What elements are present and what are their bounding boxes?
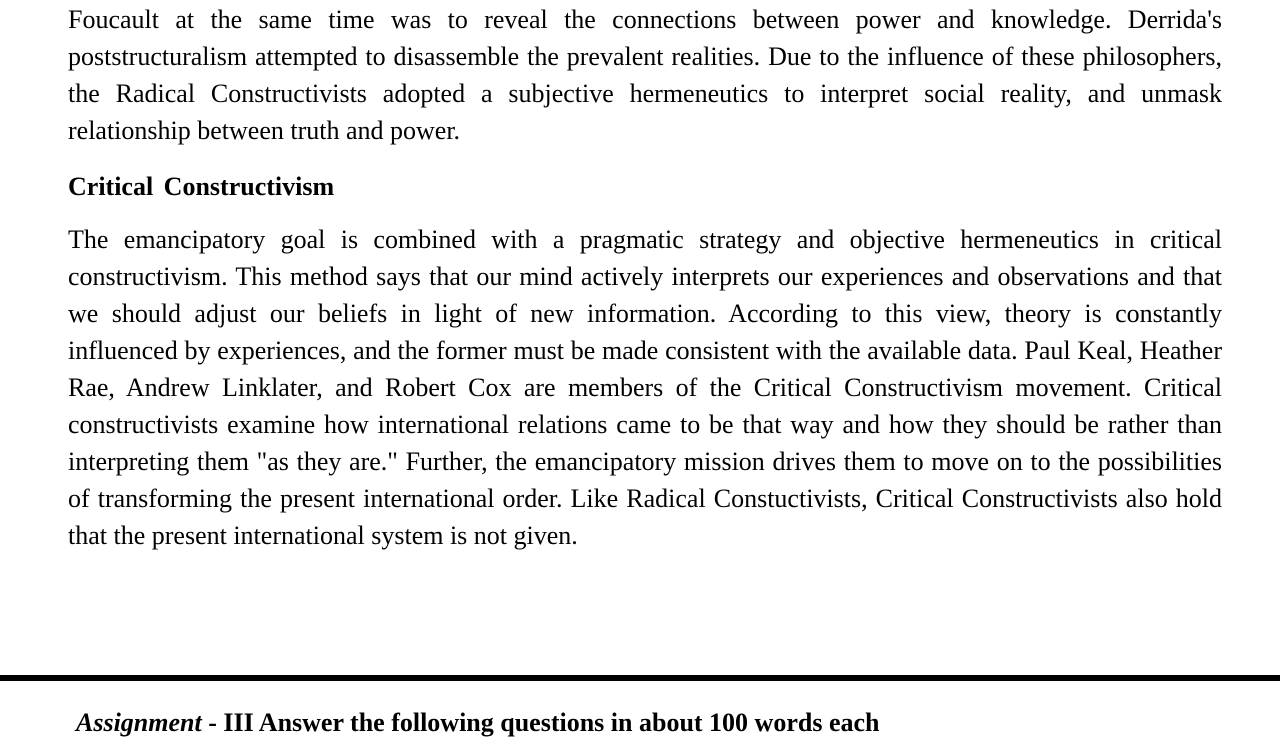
section-heading-critical-constructivism: Critical Constructivism	[68, 172, 335, 201]
assignment-heading	[76, 704, 880, 741]
assignment-instruction: - III Answer the following questions in about 100 words each	[201, 708, 880, 737]
paragraph-critical-constructivism: The emancipatory goal is combined with a pragmatic strategy and objective hermeneutics in critical constructivism. This method says that our mind actively interprets our experiences and observations and that we should adjust our beliefs in light of new information. According to this view, theory is constantly influenced by experiences, and the former must be made consistent with the available data. Paul Keal, Heather Rae, Andrew Linklater, and Robert Cox are members of the Critical Constructivism movement. Critical constructivists examine how international relations came to be that way and how they should be rather than interpreting them "as they are." Further, the emancipatory mission drives them to move on to the possibilities of transforming the present international order. Like Radical Constuctivists, Critical Constructivists also hold that the present international system is not given.	[68, 225, 1222, 550]
document-page	[68, 0, 1222, 554]
paragraph-radical-constructivism: Foucault at the same time was to reveal the connections between power and knowledge. Derrida's poststructuralism attempted to disassemble the prevalent realities. Due to the influence of these philosophers, the Radical Constructivists adopted a subjective hermeneutics to interpret social reality, and unmask relationship between truth and power.	[68, 5, 1222, 145]
page-separator	[0, 675, 1280, 681]
assignment-label: Assignment	[76, 708, 202, 737]
